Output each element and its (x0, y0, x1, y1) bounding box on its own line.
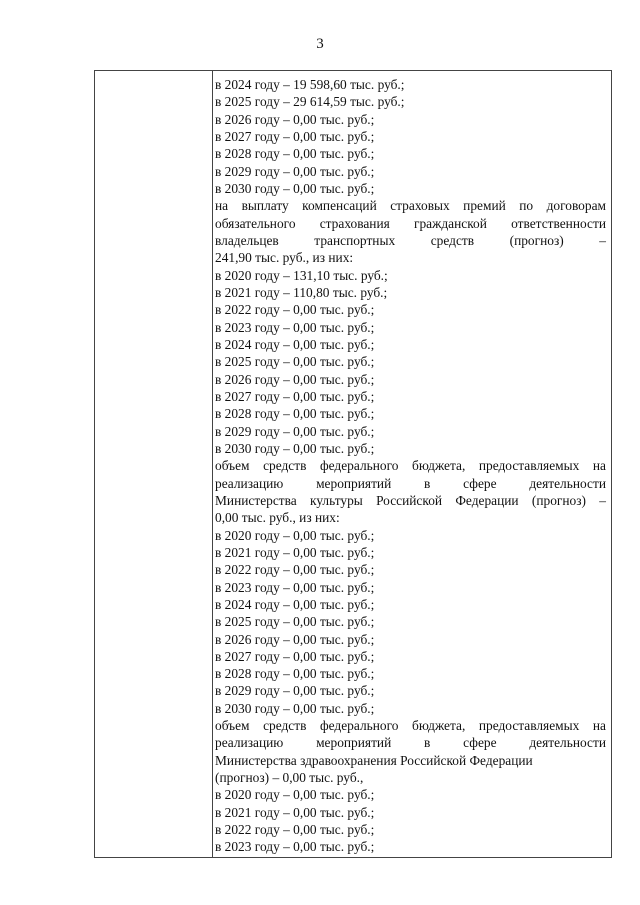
text-line: в 2029 году – 0,00 тыс. руб.; (215, 163, 375, 179)
text-line: в 2030 году – 0,00 тыс. руб.; (215, 700, 375, 716)
text-line: в 2023 году – 0,00 тыс. руб.; (215, 319, 375, 335)
text-line: в 2026 году – 0,00 тыс. руб.; (215, 111, 375, 127)
text-line: в 2029 году – 0,00 тыс. руб.; (215, 423, 375, 439)
text-line: в 2024 году – 0,00 тыс. руб.; (215, 596, 375, 612)
text-line: 241,90 тыс. руб., из них: (215, 250, 354, 266)
page-number: 3 (316, 36, 324, 52)
text-line: на выплату компенсаций страховых премий по договорам (215, 198, 606, 214)
text-line: в 2024 году – 19 598,60 тыс. руб.; (215, 77, 405, 92)
text-line: в 2028 году – 0,00 тыс. руб.; (215, 406, 375, 422)
text-line: в 2022 году – 0,00 тыс. руб.; (215, 562, 375, 578)
text-line: Министерства здравоохранения Российской Федерации (215, 752, 533, 768)
text-line: в 2030 году – 0,00 тыс. руб.; (215, 180, 375, 196)
text-line: в 2027 году – 0,00 тыс. руб.; (215, 648, 375, 664)
text-line: (прогноз) – 0,00 тыс. руб., (215, 770, 364, 786)
text-line: в 2025 году – 0,00 тыс. руб.; (215, 614, 375, 630)
text-line: реализацию мероприятий в сфере деятельности (215, 735, 606, 751)
text-line: в 2023 году – 0,00 тыс. руб.; (215, 839, 375, 855)
text-line: владельцев транспортных средств (прогноз) – (215, 232, 606, 248)
text-line: в 2020 году – 131,10 тыс. руб.; (215, 267, 388, 283)
table-left-column (95, 71, 213, 857)
text-line: в 2020 году – 0,00 тыс. руб.; (215, 527, 375, 543)
text-line: 0,00 тыс. руб., из них: (215, 510, 340, 526)
text-line: в 2020 году – 0,00 тыс. руб.; (215, 787, 375, 803)
text-line: в 2022 году – 0,00 тыс. руб.; (215, 822, 375, 838)
text-line: обязательного страхования гражданской ответственности (215, 215, 606, 231)
text-line: в 2021 году – 0,00 тыс. руб.; (215, 544, 375, 560)
text-line: в 2026 году – 0,00 тыс. руб.; (215, 631, 375, 647)
text-line: в 2030 году – 0,00 тыс. руб.; (215, 440, 375, 456)
text-line: в 2028 году – 0,00 тыс. руб.; (215, 666, 375, 682)
text-line: объем средств федерального бюджета, предоставляемых на (215, 458, 606, 474)
text-line: в 2022 году – 0,00 тыс. руб.; (215, 302, 375, 318)
text-line: Министерства культуры Российской Федерации (прогноз) – (215, 492, 606, 508)
text-line: в 2025 году – 0,00 тыс. руб.; (215, 354, 375, 370)
text-line: в 2026 году – 0,00 тыс. руб.; (215, 371, 375, 387)
text-line: в 2021 году – 0,00 тыс. руб.; (215, 804, 375, 820)
text-line: в 2029 году – 0,00 тыс. руб.; (215, 683, 375, 699)
text-line: в 2027 году – 0,00 тыс. руб.; (215, 388, 375, 404)
table-right-column (215, 76, 606, 856)
text-line: в 2021 году – 110,80 тыс. руб.; (215, 284, 388, 300)
document-table (94, 70, 612, 858)
text-line: в 2024 году – 0,00 тыс. руб.; (215, 336, 375, 352)
text-line: в 2025 году – 29 614,59 тыс. руб.; (215, 94, 405, 110)
text-line: в 2028 году – 0,00 тыс. руб.; (215, 146, 375, 162)
text-line: реализацию мероприятий в сфере деятельности (215, 475, 606, 491)
text-line: объем средств федерального бюджета, предоставляемых на (215, 718, 606, 734)
text-line: в 2023 году – 0,00 тыс. руб.; (215, 579, 375, 595)
text-line: в 2027 году – 0,00 тыс. руб.; (215, 128, 375, 144)
